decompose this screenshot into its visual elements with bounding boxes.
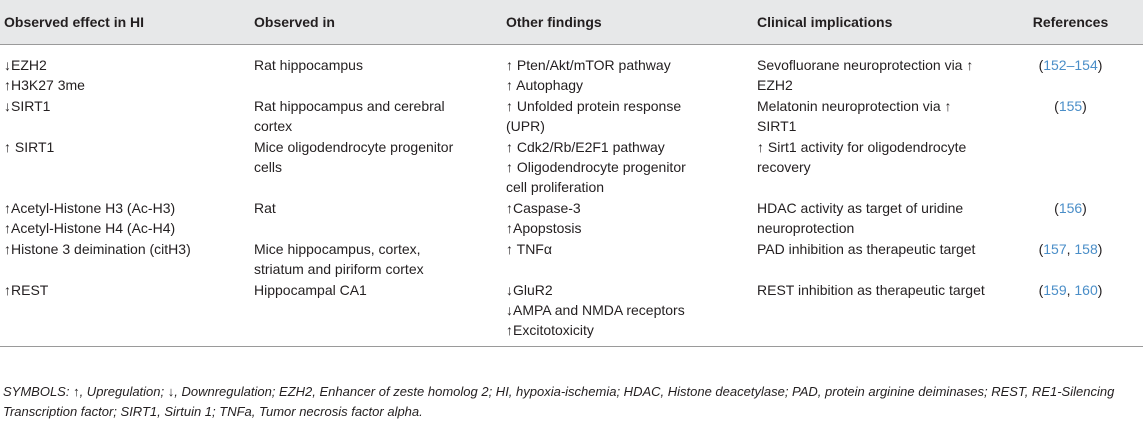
header-other-findings: Other findings [502,0,753,45]
header-observed-effect: Observed effect in HI [0,0,250,45]
cell-implications: PAD inhibition as therapeutic target [757,241,976,257]
cell-references: (159, 160) [998,279,1143,347]
reference-link[interactable]: 152–154 [1043,57,1098,73]
header-row [0,0,1143,45]
cell-implications: ↑ Sirt1 activity for oligodendrocyte recovery [757,139,967,175]
table-row [0,197,1143,238]
cell-references: (152–154) [1038,57,1103,73]
cell-effect: ↓SIRT1 [4,98,51,114]
cell-implications: REST inhibition as therapeutic target [753,279,998,347]
cell-implications: Sevofluorane neuroprotection via ↑ EZH2 [757,57,974,93]
cell-implications: HDAC activity as target of uridine neuroprotection [757,200,964,236]
cell-effect: ↑REST [0,279,250,347]
cell-observed-in: Rat [254,200,276,216]
cell-observed-in: Mice hippocampus, cortex, striatum and piriform cortex [254,241,424,277]
reference-link[interactable]: 159 [1043,282,1067,298]
cell-implications: Melatonin neuroprotection via ↑ SIRT1 [757,98,952,134]
cell-findings: ↑ Pten/Akt/mTOR pathway ↑ Autophagy [506,57,671,93]
cell-references: (156) [1054,200,1087,216]
cell-findings: ↑ Cdk2/Rb/E2F1 pathway ↑ Oligodendrocyte progenitor cell proliferation [506,139,686,195]
table-row [0,238,1143,279]
table-header [0,0,1143,45]
reference-link[interactable]: 155 [1058,98,1083,114]
cell-findings: ↓GluR2 ↓AMPA and NMDA receptors ↑Excitotoxicity [502,279,753,347]
cell-effect: ↑ SIRT1 [4,139,55,155]
table-row [0,45,1143,96]
cell-observed-in: Mice oligodendrocyte progenitor cells [254,139,454,175]
cell-effect: ↓EZH2 ↑H3K27 3me [4,57,85,93]
table-row [0,95,1143,136]
cell-effect: ↑Acetyl-Histone H3 (Ac-H3) ↑Acetyl-Histone H4 (Ac-H4) [4,200,176,236]
header-references: References [998,0,1143,45]
reference-link[interactable]: 156 [1058,200,1083,216]
reference-link[interactable]: 158 [1074,241,1098,257]
cell-effect: ↑Histone 3 deimination (citH3) [4,241,191,257]
table-body [0,45,1143,347]
cell-observed-in: Hippocampal CA1 [250,279,502,347]
table-row [0,136,1143,197]
cell-references: (157, 158) [1038,241,1103,257]
cell-observed-in: Rat hippocampus [254,57,363,73]
reference-link[interactable]: 157 [1043,241,1067,257]
table-footnote: SYMBOLS: ↑, Upregulation; ↓, Downregulation; EZH2, Enhancer of zeste homolog 2; HI, hypoxia-ischemia; HDAC, Histone deacetylase; PAD, protein arginine deiminases; REST, RE1-Silencing Transcription factor; SIRT1, Sirtuin 1; TNFa, Tumor necrosis factor alpha. [3,384,1115,419]
cell-references: (155) [1054,98,1087,114]
table-row [0,279,1143,347]
header-clinical-implications: Clinical implications [753,0,998,45]
cell-findings: ↑ TNFα [506,241,552,257]
cell-observed-in: Rat hippocampus and cerebral cortex [254,98,445,134]
reference-link[interactable]: 160 [1074,282,1098,298]
cell-findings: ↑Caspase-3 ↑Apopstosis [506,200,582,236]
cell-references-empty [998,136,1143,197]
cell-findings: ↑ Unfolded protein response (UPR) [506,98,682,134]
header-observed-in: Observed in [250,0,502,45]
